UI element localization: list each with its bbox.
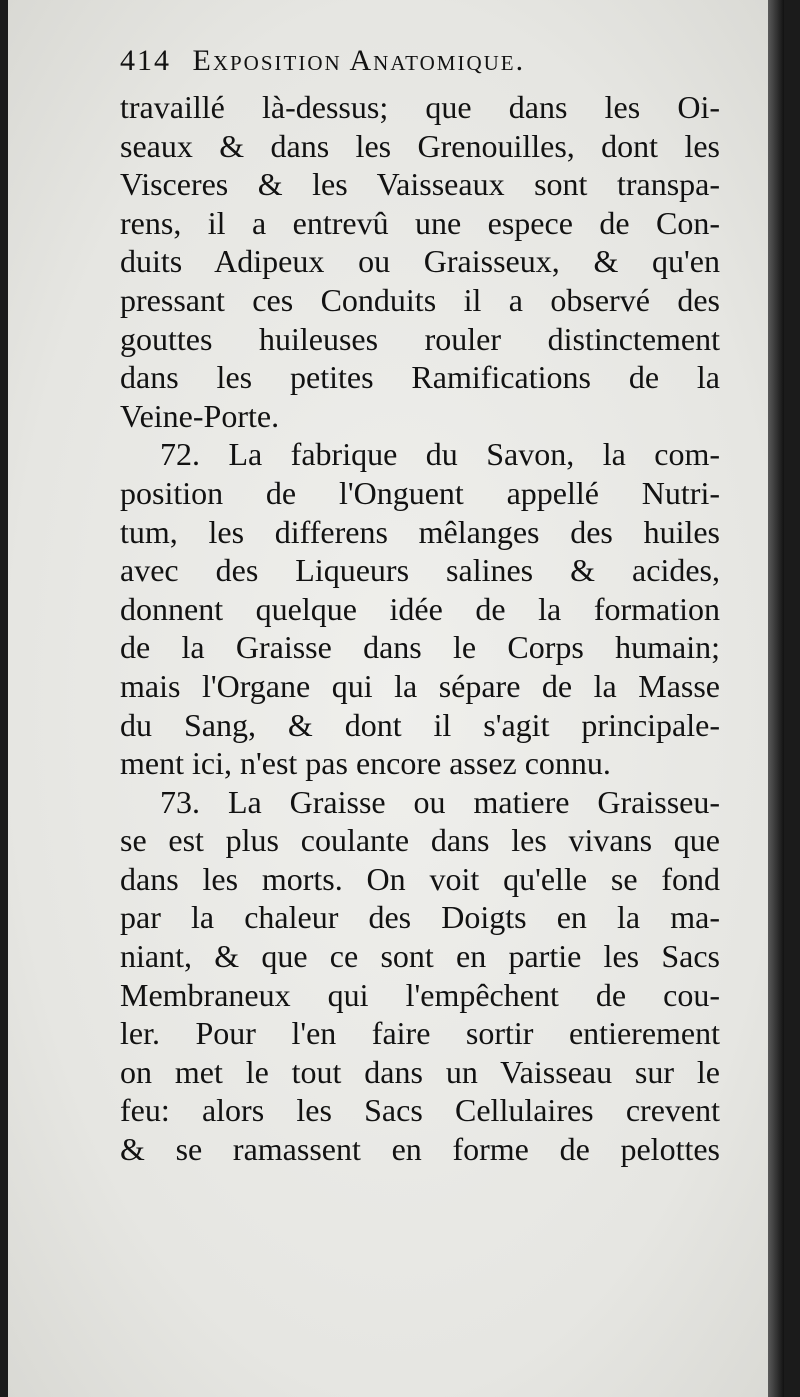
page-text xyxy=(120,34,720,1169)
text-line: rens, il a entrevû une espece de Con- xyxy=(120,204,720,241)
text-line: pressant ces Conduits il a observé des xyxy=(120,281,720,318)
text-line: du Sang, & dont il s'agit principale- xyxy=(120,706,720,743)
text-line: mais l'Organe qui la sépare de la Masse xyxy=(120,667,720,704)
text-line: avec des Liqueurs salines & acides, xyxy=(120,552,720,589)
text-line: position de l'Onguent appellé Nutri- xyxy=(120,474,720,511)
text-line: travaillé là-dessus; que dans les Oi- xyxy=(120,89,720,125)
text-line: feu: alors les Sacs Cellulaires crevent xyxy=(120,1092,720,1129)
text-line: Veine-Porte. xyxy=(120,397,280,434)
text-line: 73. La Graisse ou matiere Graisseu- xyxy=(160,783,720,820)
body-text xyxy=(120,88,720,1169)
text-line: ler. Pour l'en faire sortir entierement xyxy=(120,1015,720,1052)
text-line: tum, les differens mêlanges des huiles xyxy=(120,513,720,550)
text-line: se est plus coulante dans les vivans que xyxy=(120,822,720,859)
text-line: & se ramassent en forme de pelottes xyxy=(120,1131,720,1168)
text-line: Visceres & les Vaisseaux sont transpa- xyxy=(120,166,720,203)
page-edge-shadow xyxy=(768,0,784,1397)
text-line: niant, & que ce sont en partie les Sacs xyxy=(120,938,720,975)
text-line: donnent quelque idée de la formation xyxy=(120,590,720,627)
text-line: 72. La fabrique du Savon, la com- xyxy=(160,436,720,473)
text-line: on met le tout dans un Vaisseau sur le xyxy=(120,1053,720,1090)
text-line: seaux & dans les Grenouilles, dont les xyxy=(120,127,720,164)
book-page xyxy=(8,0,784,1397)
text-line: dans les morts. On voit qu'elle se fond xyxy=(120,860,720,897)
page-number: 414 xyxy=(120,44,171,77)
text-line: Membraneux qui l'empêchent de cou- xyxy=(120,976,720,1013)
text-line: ment ici, n'est pas encore assez connu. xyxy=(120,745,611,782)
text-line: gouttes huileuses rouler distinctement xyxy=(120,320,720,357)
text-line: de la Graisse dans le Corps humain; xyxy=(120,629,720,666)
running-header xyxy=(120,34,720,88)
running-title: Exposition Anatomique. xyxy=(192,44,526,77)
text-line: dans les petites Ramifications de la xyxy=(120,359,720,396)
text-line: par la chaleur des Doigts en la ma- xyxy=(120,899,720,936)
text-line: duits Adipeux ou Graisseux, & qu'en xyxy=(120,243,720,280)
